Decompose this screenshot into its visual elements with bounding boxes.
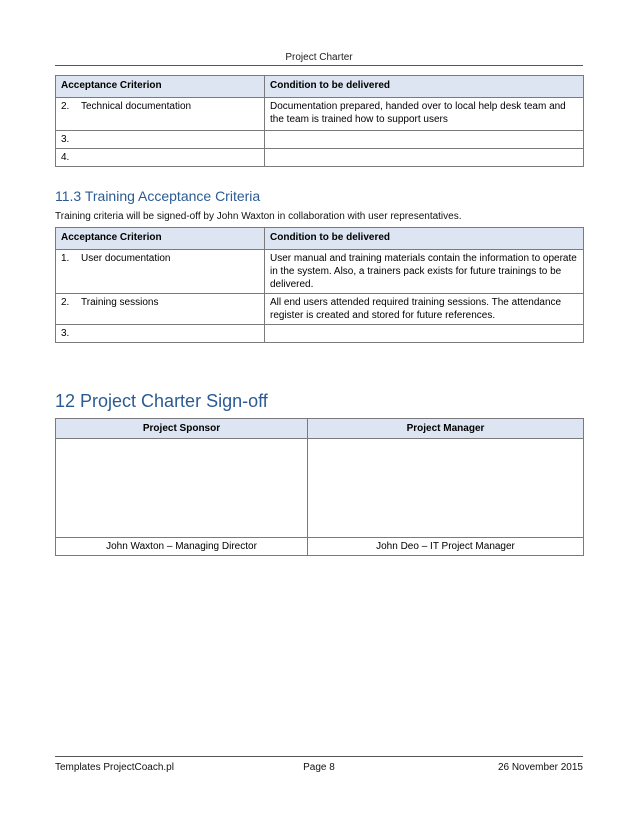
header-divider — [55, 65, 583, 66]
row-number: 2. — [61, 297, 70, 308]
criterion-cell — [56, 98, 265, 131]
footer-source: Templates ProjectCoach.pl — [55, 762, 174, 773]
row-number: 1. — [61, 253, 70, 264]
criterion-cell — [56, 149, 265, 167]
column-header-criterion: Acceptance Criterion — [56, 228, 265, 250]
criterion-cell — [56, 131, 265, 149]
condition-cell: Documentation prepared, handed over to local help desk team and the team is trained how to support users — [265, 98, 584, 131]
column-header-condition: Condition to be delivered — [265, 76, 584, 98]
column-header-manager: Project Manager — [308, 419, 584, 439]
section-heading-12: 12 Project Charter Sign-off — [55, 391, 268, 411]
table-row — [56, 131, 584, 149]
table-header-row — [56, 419, 584, 439]
section-heading-11-3: 11.3 Training Acceptance Criteria — [55, 188, 261, 204]
condition-cell: User manual and training materials contain the information to operate in the system. Also, a trainers pack exists for future trainings to be delivered. — [265, 250, 584, 294]
section-intro-text: Training criteria will be signed-off by John Waxton in collaboration with user representatives. — [55, 211, 462, 222]
condition-cell — [265, 325, 584, 343]
criterion-text: Training sessions — [81, 297, 159, 308]
row-number: 4. — [61, 152, 70, 163]
footer-page-number: Page 8 — [303, 762, 335, 773]
table-row — [56, 294, 584, 325]
sponsor-signature-box — [56, 439, 308, 538]
column-header-criterion: Acceptance Criterion — [56, 76, 265, 98]
criterion-text: Technical documentation — [81, 101, 192, 112]
sponsor-name: John Waxton – Managing Director — [56, 538, 308, 556]
row-number: 3. — [61, 134, 70, 145]
table-row — [56, 325, 584, 343]
condition-cell — [265, 131, 584, 149]
page-header-title: Project Charter — [285, 52, 353, 63]
table-row — [56, 149, 584, 167]
signoff-table — [55, 418, 584, 556]
row-number: 3. — [61, 328, 70, 339]
column-header-sponsor: Project Sponsor — [56, 419, 308, 439]
criterion-cell — [56, 250, 265, 294]
condition-cell — [265, 149, 584, 167]
condition-cell: All end users attended required training sessions. The attendance register is created and stored for future references. — [265, 294, 584, 325]
signature-row — [56, 439, 584, 538]
column-header-condition: Condition to be delivered — [265, 228, 584, 250]
table-header-row — [56, 76, 584, 98]
manager-name: John Deo – IT Project Manager — [308, 538, 584, 556]
footer-divider — [55, 756, 583, 757]
criterion-cell — [56, 294, 265, 325]
manager-signature-box — [308, 439, 584, 538]
name-row — [56, 538, 584, 556]
table-header-row — [56, 228, 584, 250]
table-row — [56, 250, 584, 294]
footer-date: 26 November 2015 — [497, 762, 583, 773]
table-row — [56, 98, 584, 131]
row-number: 2. — [61, 101, 70, 112]
acceptance-table-continued — [55, 75, 584, 167]
training-acceptance-table — [55, 227, 584, 343]
criterion-cell — [56, 325, 265, 343]
criterion-text: User documentation — [81, 253, 171, 264]
